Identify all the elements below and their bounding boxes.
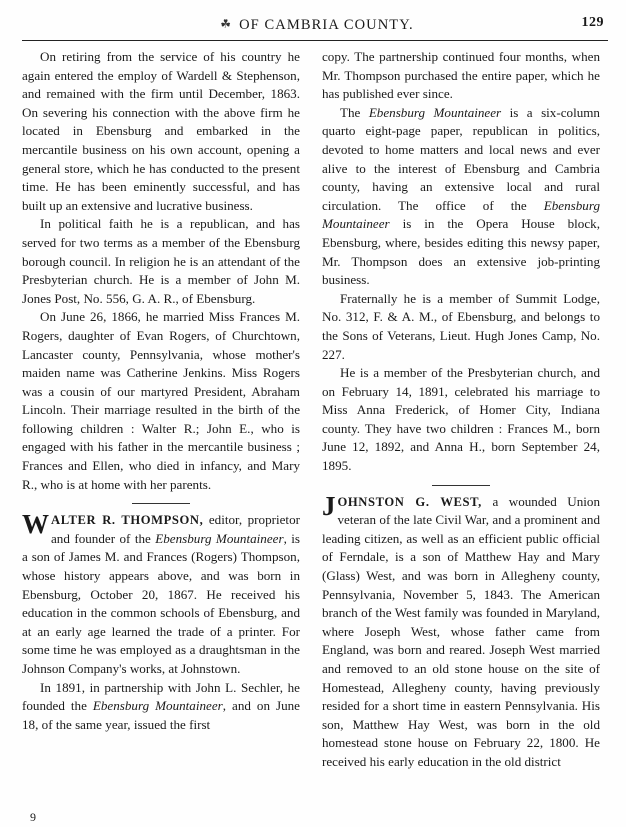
biography-entry-thompson bbox=[22, 511, 300, 678]
biography-body: , is a son of James M. and Frances (Rogers) Thompson, whose history appears above, and was born in Ebensburg, October 20, 1867. He received his education in the common schools of Ebensburg, and at an early age learned the trade of a printer. For some time he was employed as a draughtsman in the Johnson Company's works, at Johnstown. bbox=[22, 530, 300, 676]
signature-mark: 9 bbox=[30, 810, 36, 824]
biography-name: OHNSTON G. WEST, bbox=[337, 494, 482, 509]
header-divider bbox=[22, 40, 608, 41]
paragraph bbox=[322, 104, 600, 290]
paragraph-pre: In 1891, in partnership with John L. Sechler, he founded the bbox=[22, 679, 300, 714]
biography-entry-west bbox=[322, 490, 600, 772]
paragraph: On retiring from the service of his country he again entered the employ of Wardell & Stephenson, and remained with the firm until December, 1863. On severing his connection with the above firm he located in Ebensburg and embarked in the mercantile business on his own account, opening a general store, which he has conducted to the present time. He has been eminently successful, and has built up an extensive and lucrative business. bbox=[22, 49, 300, 213]
header-inner bbox=[30, 14, 604, 34]
page-header bbox=[30, 14, 604, 36]
biography-body: a wounded Union veteran of the late Civil War, and a prominent and leading citizen, as well as an efficient public official of Ferndale, is a son of Matthew Hay and Mary (Glass) West, and was born in Allegheny county, Pennsylvania, November 5, 1843. The American branch of the West family was founded in Maryland, where Joseph West, whose father came from England, was born and reared. Joseph West married and removed to an old stone house on the site of Homestead, Allegheny county, having previously resided for a short time in eastern Pennsylvania. His son, Matthew Hay West, was born in the old homestead stone house on February 22, 1800. He received his early education in the old district bbox=[322, 493, 600, 769]
publication-title: Ebensburg Mountaineer bbox=[322, 197, 600, 232]
drop-cap: W bbox=[22, 509, 49, 540]
section-divider bbox=[432, 485, 490, 486]
paragraph-post: is in the Opera House block, Ebensburg, where, besides editing this newsy paper, Mr. Thompson does an extensive job-printing business. bbox=[322, 216, 600, 288]
paragraph: Fraternally he is a member of Summit Lodge, No. 312, F. & A. M., of Ebensburg, and belongs to the Sons of Veterans, Lieut. Hugh Jones Camp, No. 227. bbox=[322, 290, 600, 362]
page-number: 129 bbox=[581, 14, 604, 30]
paragraph bbox=[22, 679, 300, 735]
paragraph: On June 26, 1866, he married Miss Frances M. Rogers, daughter of Evan Rogers, of Churchtown, Lancaster county, Pennsylvania, whose mother's maiden name was Catherine Jenkins. Miss Rogers was a cousin of our martyred President, Abraham Lincoln. Their marriage resulted in the birth of the following children : Walter R.; John E., who is engaged with his father in the mercantile business ; Frances and Ellen, who died in infancy, and Mary R., who is at home with her parents. bbox=[22, 309, 300, 492]
publication-title: Ebensburg Mountaineer bbox=[92, 698, 223, 714]
paragraph: copy. The partnership continued four months, when Mr. Thompson purchased the entire paper, which he has published ever since. bbox=[322, 49, 600, 102]
paragraph-mid: is a six-column quarto eight-page paper, republican in politics, devoted to home matters and local news and ever alive to the interest of Ebensburg and Cambria county, having an extensive local and rural circulation. The office of the bbox=[322, 104, 600, 213]
paragraph: In political faith he is a republican, and has served for two terms as a member of the Ebensburg borough council. In religion he is an attendant of the Presbyterian church. He is a member of John M. Jones Post, No. 556, G. A. R., of Ebensburg. bbox=[22, 216, 300, 306]
text-columns bbox=[22, 48, 608, 809]
ornament-icon: ☘ bbox=[220, 16, 232, 31]
running-head-title: OF CAMBRIA COUNTY. bbox=[239, 16, 414, 33]
paragraph-pre: The bbox=[340, 104, 369, 120]
biography-lead: editor, proprietor and founder of the bbox=[51, 512, 300, 546]
publication-title: Ebensburg Mountaineer bbox=[368, 104, 502, 120]
paragraph: He is a member of the Presbyterian church, and on February 14, 1891, celebrated his marriage to Miss Anna Frederick, of Homer City, Indiana county. They have two children : Frances M., born June 12, 1892, and Anna H., born September 24, 1895. bbox=[322, 365, 600, 474]
section-divider bbox=[132, 503, 190, 504]
right-column bbox=[322, 48, 600, 809]
publication-title: Ebensburg Mountaineer bbox=[155, 530, 284, 546]
biography-name: ALTER R. THOMPSON, bbox=[51, 513, 204, 528]
drop-cap: J bbox=[322, 490, 336, 521]
paragraph-post: , and on June 18, of the same year, issued the first bbox=[22, 698, 300, 732]
left-column bbox=[22, 48, 300, 809]
